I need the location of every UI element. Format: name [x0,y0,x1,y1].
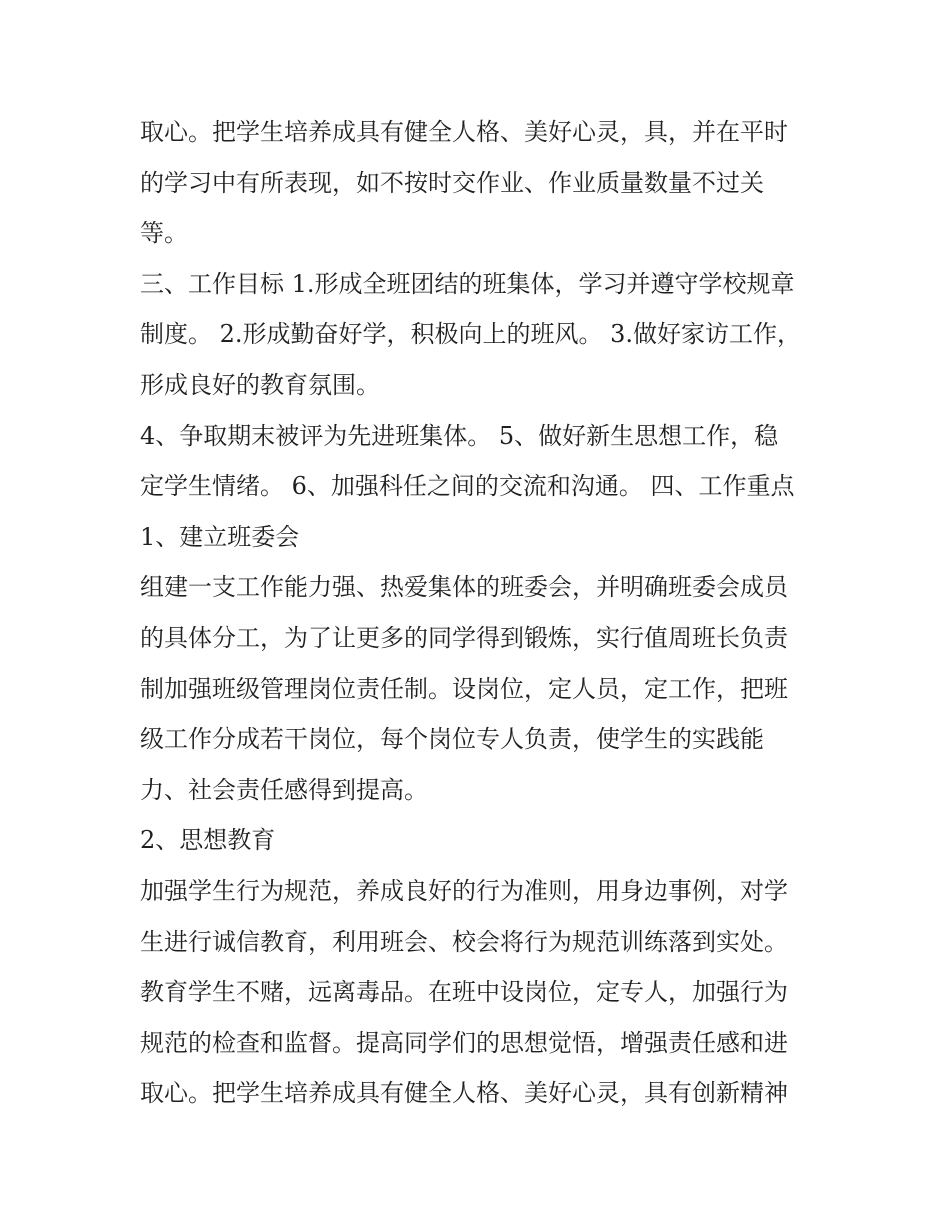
text-line: 取心。把学生培养成具有健全人格、美好心灵，具，并在平时 [140,118,788,146]
document-body [140,107,820,1119]
section-heading: 1、建立班委会 [140,522,300,551]
text-line: 生进行诚信教育，利用班会、校会将行为规范训练落到实处。 [140,927,788,956]
paragraph-1 [140,107,820,259]
text-line: 三、工作目标 1.形成全班团结的班集体，学习并遵守学校规章 [140,269,795,298]
paragraph-class-committee [140,562,820,815]
text-line: 形成良好的教育氛围。 [140,370,380,399]
text-line: 组建一支工作能力强、热爱集体的班委会，并明确班委会成员 [140,573,788,602]
text-line: 规范的检查和监督。提高同学们的思想觉悟，增强责任感和进 [140,1028,788,1057]
paragraph-ideological-education [140,866,820,1119]
paragraph-work-goals [140,259,820,411]
text-line: 级工作分成若干岗位，每个岗位专人负责，使学生的实践能 [140,725,764,754]
text-line: 等。 [140,219,188,248]
text-line: 加强学生行为规范，养成良好的行为准则，用身边事例，对学 [140,876,788,905]
section-heading: 2、思想教育 [140,826,276,855]
paragraph-goals-continued [140,411,820,512]
text-line: 取心。把学生培养成具有健全人格、美好心灵，具有创新精神 [140,1079,788,1108]
text-line: 4、争取期末被评为先进班集体。 5、做好新生思想工作，稳 [140,421,779,450]
text-line: 的学习中有所表现，如不按时交作业、作业质量数量不过关 [140,168,764,197]
heading-ideological-education [140,815,820,866]
text-line: 定学生情绪。 6、加强科任之间的交流和沟通。 四、工作重点 [140,472,795,501]
heading-class-committee [140,512,820,563]
text-line: 制加强班级管理岗位责任制。设岗位，定人员，定工作，把班 [140,674,788,703]
text-line: 力、社会责任感得到提高。 [140,775,428,804]
text-line: 的具体分工，为了让更多的同学得到锻炼，实行值周班长负责 [140,623,788,652]
text-line: 教育学生不赌，远离毒品。在班中设岗位，定专人，加强行为 [140,978,788,1007]
text-line: 制度。 2.形成勤奋好学，积极向上的班风。 3.做好家访工作， [140,320,802,349]
